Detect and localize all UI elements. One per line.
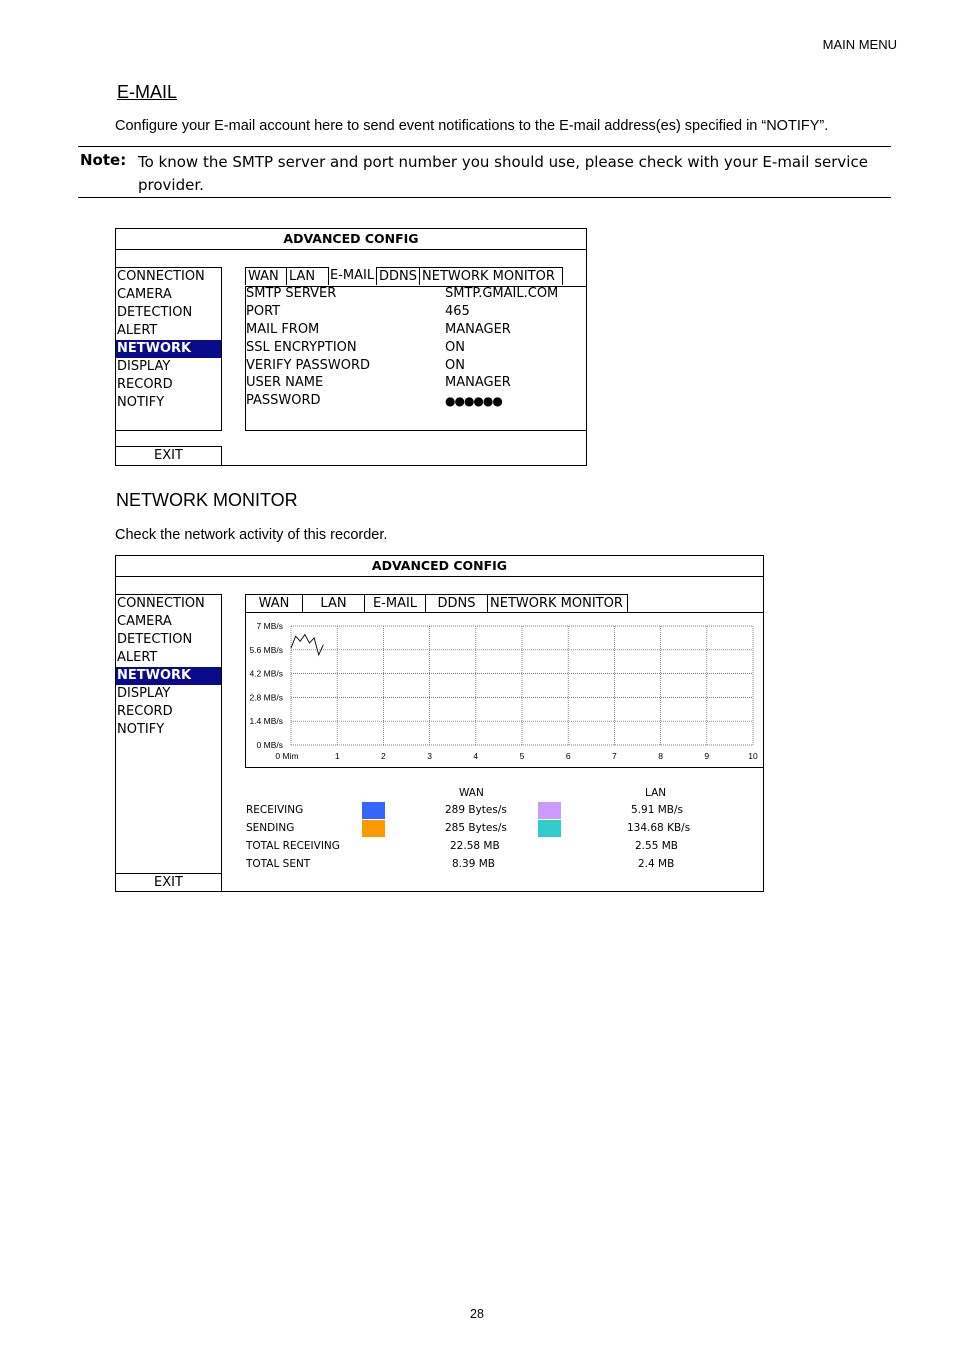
field-value-ssl-encryption[interactable]: ON (445, 340, 465, 355)
x-tick-label: 10 (748, 751, 758, 761)
email-config-panel (115, 228, 587, 466)
menu-item-display[interactable]: DISPLAY (117, 359, 171, 374)
panel-title: ADVANCED CONFIG (116, 229, 586, 250)
note-text: To know the SMTP server and port number you should use, please check with your E-mail service provider. (138, 153, 868, 194)
field-value-port[interactable]: 465 (445, 304, 470, 319)
tab-ddns[interactable]: DDNS (376, 267, 420, 285)
x-tick-label: 2 (381, 751, 386, 761)
side-menu (116, 594, 222, 873)
note-top-rule (78, 146, 891, 147)
menu-item-network[interactable]: NETWORK (116, 667, 221, 685)
menu-item-detection[interactable]: DETECTION (117, 305, 193, 320)
stats-header-lan: LAN (645, 787, 667, 799)
field-label-user-name: USER NAME (246, 375, 324, 390)
network-monitor-heading: NETWORK MONITOR (116, 490, 298, 510)
exit-button[interactable]: EXIT (116, 873, 222, 891)
y-tick-label: 7 MB/s (256, 621, 283, 631)
stats-label-total-sent: TOTAL SENT (246, 858, 311, 870)
wan-receiving-swatch (362, 802, 385, 819)
field-value-user-name[interactable]: MANAGER (445, 375, 511, 390)
x-tick-label: 8 (658, 751, 663, 761)
field-value-smtp-server[interactable]: SMTP.GMAIL.COM (445, 286, 559, 301)
tab-bar (245, 267, 562, 285)
wan-sending-swatch (362, 820, 385, 837)
note-label: Note: (80, 151, 127, 169)
tab-network-monitor[interactable]: NETWORK MONITOR (419, 267, 563, 285)
lan-sending-swatch (538, 820, 561, 837)
network-monitor-description: Check the network activity of this recorder. (115, 527, 388, 543)
tab-network-monitor[interactable]: NETWORK MONITOR (487, 594, 628, 612)
stats-wan-total-sent: 8.39 MB (452, 858, 495, 870)
note-bottom-rule (78, 197, 891, 198)
lan-receiving-swatch (538, 802, 561, 819)
tab-lan[interactable]: LAN (302, 594, 365, 612)
tab-ddns[interactable]: DDNS (425, 594, 488, 612)
menu-item-camera[interactable]: CAMERA (117, 287, 172, 302)
y-tick-label: 5.6 MB/s (249, 644, 283, 655)
tab-lan[interactable]: LAN (286, 267, 329, 285)
x-tick-label: 6 (565, 751, 571, 761)
field-label-mail-from: MAIL FROM (246, 322, 320, 337)
field-label-verify-password: VERIFY PASSWORD (246, 358, 371, 373)
x-tick-label: 9 (704, 751, 710, 761)
field-value-mail-from[interactable]: MANAGER (445, 322, 511, 337)
stats-lan-receiving: 5.91 MB/s (631, 804, 683, 816)
tab-wan[interactable]: WAN (245, 267, 287, 285)
menu-item-record[interactable]: RECORD (117, 704, 173, 719)
stats-lan-total-sent: 2.4 MB (638, 858, 675, 870)
field-label-password: PASSWORD (246, 393, 321, 408)
monitor-config-panel (115, 555, 764, 892)
menu-item-notify[interactable]: NOTIFY (117, 722, 165, 737)
stats-label-total-receiving: TOTAL RECEIVING (246, 840, 340, 852)
y-tick-label: 4.2 MB/s (249, 668, 283, 679)
field-label-smtp-server: SMTP SERVER (246, 286, 337, 301)
menu-item-camera[interactable]: CAMERA (117, 614, 172, 629)
field-label-port: PORT (246, 304, 281, 319)
tab-email[interactable]: E-MAIL (330, 268, 375, 283)
menu-item-notify[interactable]: NOTIFY (117, 395, 165, 410)
email-heading: E-MAIL (117, 82, 178, 102)
exit-button[interactable]: EXIT (116, 446, 222, 465)
side-menu (116, 267, 222, 431)
stats-lan-total-receiving: 2.55 MB (635, 840, 678, 852)
stats-wan-total-receiving: 22.58 MB (450, 840, 500, 852)
section-header: MAIN MENU (822, 37, 897, 52)
menu-item-display[interactable]: DISPLAY (117, 686, 171, 701)
email-description: Configure your E-mail account here to send event notifications to the E-mail address(es) specified in “NOTIFY”. (115, 118, 829, 134)
stats-wan-receiving: 289 Bytes/s (445, 804, 507, 816)
menu-item-network[interactable]: NETWORK (116, 340, 221, 358)
stats-header-wan: WAN (459, 787, 484, 799)
x-tick-label: 0 Mim (275, 751, 299, 761)
panel-title: ADVANCED CONFIG (116, 556, 763, 577)
stats-lan-sending: 134.68 KB/s (627, 822, 691, 834)
x-tick-label: 5 (519, 751, 525, 761)
x-tick-label: 3 (427, 751, 432, 761)
y-tick-label: 0 MB/s (256, 740, 283, 750)
x-tick-label: 1 (334, 751, 340, 761)
series-line (291, 635, 323, 655)
stats-wan-sending: 285 Bytes/s (445, 822, 507, 834)
y-tick-label: 1.4 MB/s (249, 716, 283, 727)
tab-wan[interactable]: WAN (245, 594, 303, 612)
menu-item-alert[interactable]: ALERT (117, 650, 158, 665)
menu-item-alert[interactable]: ALERT (117, 323, 158, 338)
menu-item-connection[interactable]: CONNECTION (117, 269, 205, 284)
menu-item-connection[interactable]: CONNECTION (117, 596, 205, 611)
x-tick-label: 7 (612, 751, 617, 761)
tab-email[interactable]: E-MAIL (364, 594, 426, 612)
field-value-verify-password[interactable]: ON (445, 358, 465, 373)
network-activity-chart (245, 614, 763, 766)
x-tick-label: 4 (473, 751, 479, 761)
y-tick-label: 2.8 MB/s (249, 692, 283, 703)
tab-bar (245, 594, 627, 612)
page-number: 28 (470, 1307, 484, 1321)
menu-item-detection[interactable]: DETECTION (117, 632, 193, 647)
field-value-password[interactable]: ●●●●●● (445, 394, 502, 408)
field-label-ssl-encryption: SSL ENCRYPTION (246, 340, 357, 355)
stats-label-receiving: RECEIVING (246, 804, 304, 816)
stats-label-sending: SENDING (246, 822, 295, 834)
menu-item-record[interactable]: RECORD (117, 377, 173, 392)
